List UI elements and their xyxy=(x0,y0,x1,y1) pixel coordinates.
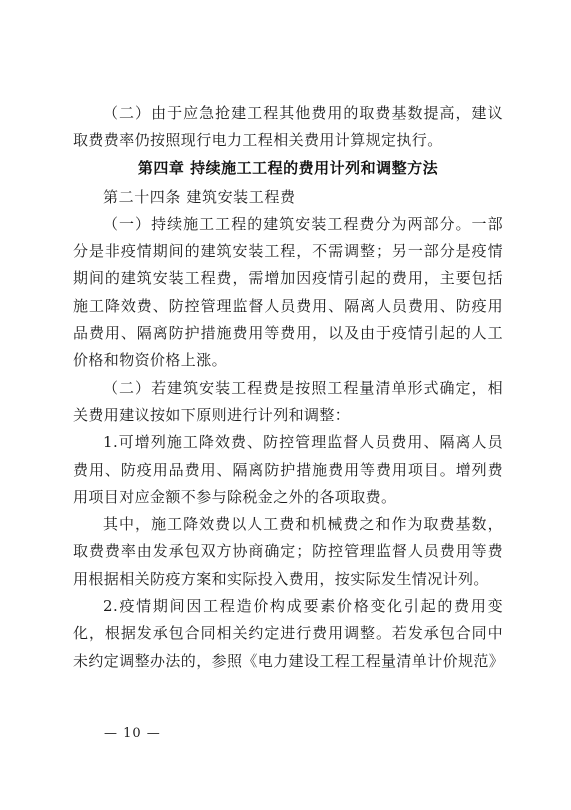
page-number: — 10 — xyxy=(104,726,161,741)
paragraph-item-1: 1.可增列施工降效费、防控管理监督人员费用、隔离人员费用、防疫用品费用、隔离防护措施费用等费用项目。增列费用项目对应金额不参与除税金之外的各项取费。 xyxy=(73,433,503,506)
paragraph-construction-fee-parts: （一）持续施工工程的建筑安装工程费分为两部分。一部分是非疫情期间的建筑安装工程，不需调整；另一部分是疫情期间的建筑安装工程费，需增加因疫情引起的费用，主要包括施工降效费、防控管理监督人员费用、隔离人员费用、防疫用品费用、隔离防护措施费用等费用，以及由于疫情引起的人工价格和物资价格上涨。 xyxy=(73,214,503,370)
document-body xyxy=(73,100,503,675)
paragraph-item-2: 2.疫情期间因工程造价构成要素价格变化引起的费用变化，根据发承包合同相关约定进行费用调整。若发承包合同中未约定调整办法的，参照《电力建设工程工程量清单计价规范》 xyxy=(73,597,505,670)
paragraph-bill-of-quantities: （二）若建筑安装工程费是按照工程量清单形式确定，相关费用建议按如下原则进行计列和调整： xyxy=(73,378,503,424)
paragraph-efficiency-fee: 其中，施工降效费以人工费和机械费之和作为取费基数，取费费率由发承包双方协商确定；防控管理监督人员费用等费用根据相关防疫方案和实际投入费用，按实际发生情况计列。 xyxy=(73,515,503,588)
paragraph-other-fees: （二）由于应急抢建工程其他费用的取费基数提高，建议取费费率仍按照现行电力工程相关费用计算规定执行。 xyxy=(73,104,503,150)
article-heading: 第二十四条 建筑安装工程费 xyxy=(103,187,296,206)
chapter-title: 第四章 持续施工工程的费用计列和调整方法 xyxy=(137,158,439,177)
